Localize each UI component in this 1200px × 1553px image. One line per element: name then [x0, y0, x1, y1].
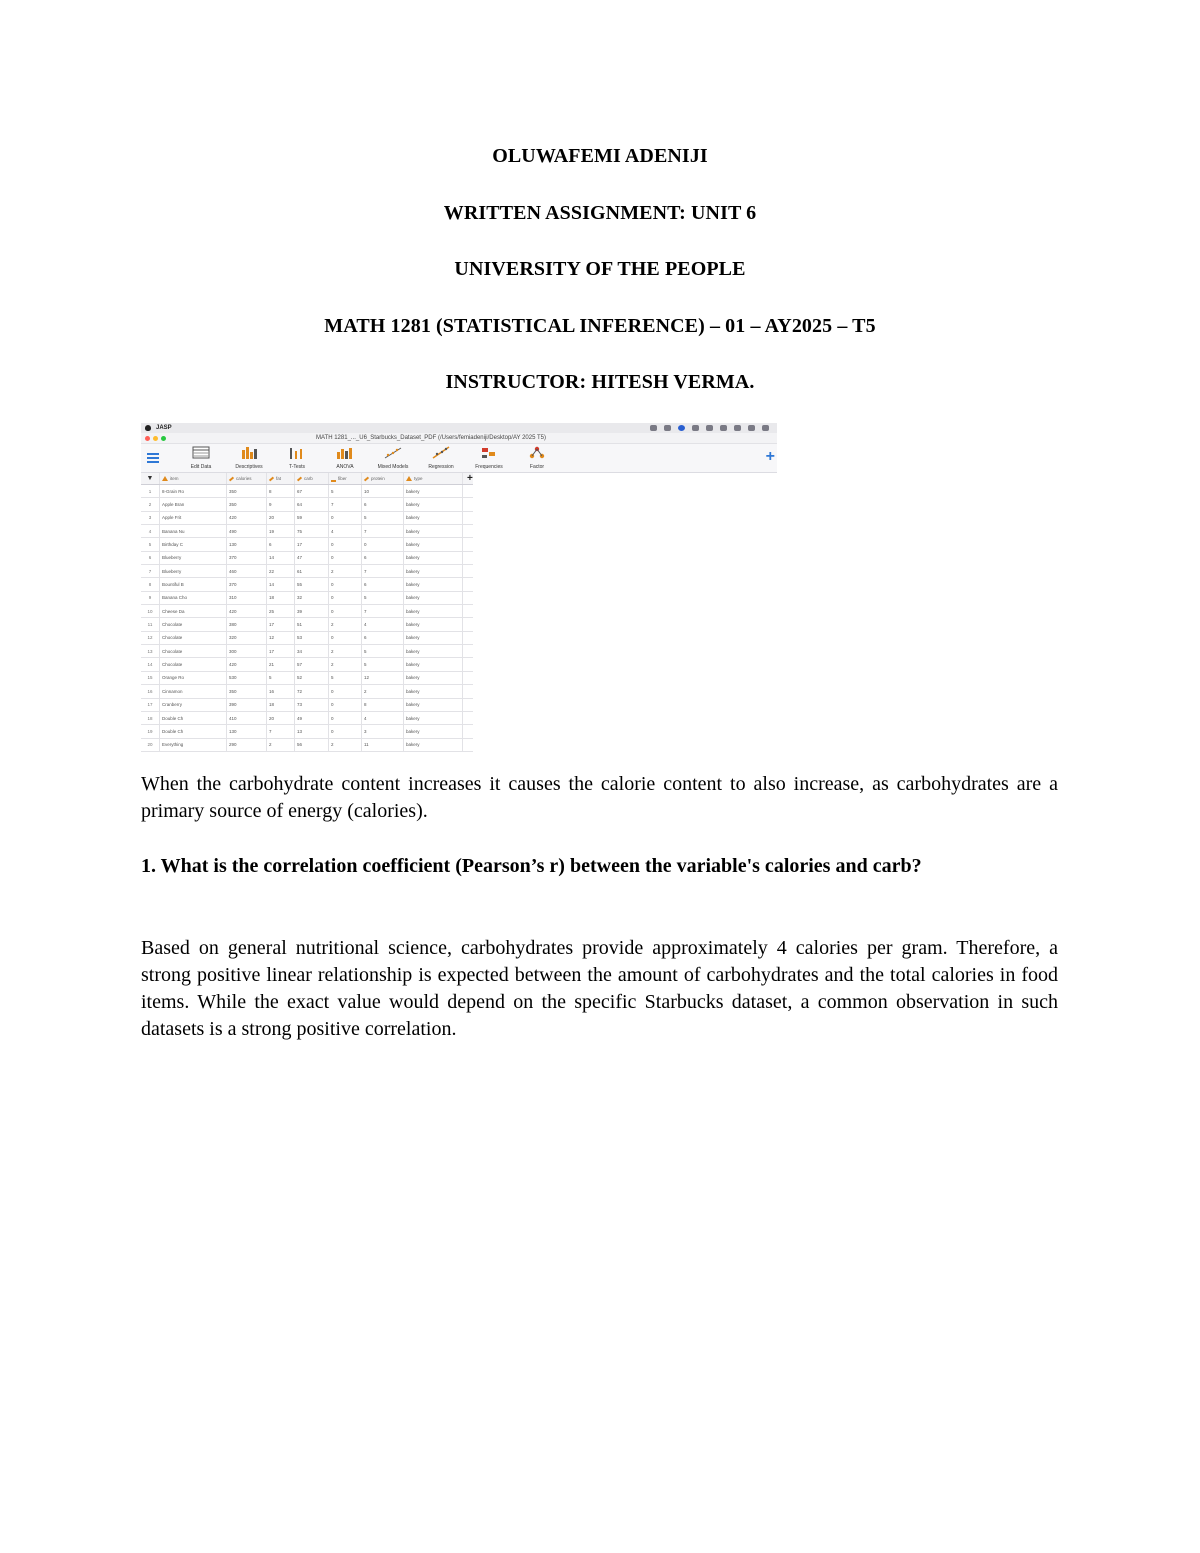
frequencies-icon	[480, 446, 498, 464]
toolbar-regression-button[interactable]	[417, 446, 465, 470]
table-cell[interactable]: 5	[362, 512, 404, 524]
table-cell[interactable]: bakery	[404, 485, 463, 497]
table-cell[interactable]: 47	[295, 552, 329, 564]
table-cell[interactable]: Cheese Da	[160, 605, 227, 617]
table-cell[interactable]: 57	[295, 658, 329, 670]
table-cell[interactable]: 5	[329, 485, 362, 497]
table-cell[interactable]: 20	[267, 712, 295, 724]
toolbar-factor-button[interactable]	[513, 446, 561, 470]
table-row	[141, 739, 473, 752]
table-cell[interactable]: 32	[295, 592, 329, 604]
table-cell[interactable]: 0	[329, 712, 362, 724]
table-row	[141, 525, 473, 538]
table-cell[interactable]: 0	[329, 725, 362, 737]
table-row	[141, 578, 473, 591]
table-row	[141, 592, 473, 605]
app-name: JASP	[156, 425, 172, 431]
table-cell[interactable]: bakery	[404, 672, 463, 684]
zoom-window-button[interactable]	[161, 436, 166, 441]
table-cell[interactable]: 380	[227, 618, 267, 630]
answer-paragraph: Based on general nutritional science, carbohydrates provide approximately 4 calories per gram. Therefore, a strong positive linear relationship is expected between the amount of carbohydrates and the total calories in food items. While the exact value would depend on the specific Starbucks dataset, a common observation in such datasets is a strong positive correlation.	[141, 937, 1058, 1040]
row-number: 13	[141, 645, 160, 657]
table-cell[interactable]: 64	[295, 498, 329, 510]
table-cell[interactable]: bakery	[404, 658, 463, 670]
row-number: 3	[141, 512, 160, 524]
table-cell[interactable]: 6	[362, 632, 404, 644]
table-cell[interactable]: 25	[267, 605, 295, 617]
ordinal-icon	[331, 475, 336, 482]
table-cell[interactable]: 420	[227, 605, 267, 617]
table-cell[interactable]: 67	[295, 485, 329, 497]
table-row	[141, 498, 473, 511]
table-cell[interactable]: bakery	[404, 739, 463, 751]
table-cell[interactable]: 460	[227, 565, 267, 577]
table-cell[interactable]: 2	[329, 645, 362, 657]
table-cell[interactable]: 8	[267, 485, 295, 497]
table-cell[interactable]: bakery	[404, 592, 463, 604]
jasp-screenshot	[141, 423, 777, 748]
table-cell[interactable]: 2	[362, 685, 404, 697]
table-cell[interactable]: 350	[227, 485, 267, 497]
table-cell[interactable]: 0	[329, 578, 362, 590]
table-cell[interactable]: 13	[295, 725, 329, 737]
assignment-title: WRITTEN ASSIGNMENT: UNIT 6	[443, 201, 757, 224]
table-cell[interactable]: 75	[295, 525, 329, 537]
table-cell[interactable]: 17	[295, 538, 329, 550]
column-header-type[interactable]	[404, 473, 463, 484]
column-header-label: calories	[236, 476, 252, 481]
author-name: OLUWAFEMI ADENIJI	[492, 145, 708, 167]
row-number: 20	[141, 739, 160, 751]
table-cell[interactable]: Blueberry	[160, 552, 227, 564]
table-row	[141, 605, 473, 618]
table-cell[interactable]: 390	[227, 699, 267, 711]
table-cell[interactable]: 12	[267, 632, 295, 644]
table-cell[interactable]: Apple Bran	[160, 498, 227, 510]
toolbar-edit-data-button[interactable]	[177, 446, 225, 470]
table-cell[interactable]: Apple Frit	[160, 512, 227, 524]
table-cell[interactable]: 8	[362, 699, 404, 711]
row-number: 9	[141, 592, 160, 604]
toolbar-label: T-Tests	[288, 464, 306, 470]
table-cell[interactable]: bakery	[404, 685, 463, 697]
intro-paragraph: When the carbohydrate content increases it causes the calorie content to also increase, as carbohydrates are a primary source of energy (calories).	[141, 773, 1058, 822]
row-number: 17	[141, 699, 160, 711]
table-cell[interactable]: bakery	[404, 498, 463, 510]
toolbar-mixed-models-button[interactable]	[369, 446, 417, 470]
table-cell[interactable]: 290	[227, 739, 267, 751]
anova-icon	[336, 446, 354, 464]
row-number: 18	[141, 712, 160, 724]
table-cell[interactable]: 5	[362, 658, 404, 670]
table-cell[interactable]: bakery	[404, 552, 463, 564]
table-cell[interactable]: 22	[267, 565, 295, 577]
table-row	[141, 538, 473, 551]
table-cell[interactable]: 0	[329, 632, 362, 644]
status-icon	[692, 425, 699, 431]
table-cell[interactable]: bakery	[404, 712, 463, 724]
table-cell[interactable]: 130	[227, 538, 267, 550]
table-cell[interactable]: 2	[329, 565, 362, 577]
table-cell[interactable]: 490	[227, 525, 267, 537]
table-cell[interactable]: 370	[227, 578, 267, 590]
university-name: UNIVERSITY OF THE PEOPLE	[454, 258, 746, 280]
table-cell[interactable]: bakery	[404, 632, 463, 644]
table-cell[interactable]: 19	[267, 525, 295, 537]
row-number: 8	[141, 578, 160, 590]
window-title: MATH 1281_..._U6_Starbucks_Dataset_PDF (/Users/femiadeniji/Desktop/AY 2025 T5)	[316, 435, 546, 441]
toolbar-label: Mixed Models	[377, 464, 409, 470]
toolbar-label: Edit Data	[190, 464, 212, 470]
close-window-button[interactable]	[145, 436, 150, 441]
table-cell[interactable]: 420	[227, 512, 267, 524]
column-header-label: fiber	[338, 476, 347, 481]
table-cell[interactable]: 350	[227, 685, 267, 697]
table-cell[interactable]: 0	[329, 685, 362, 697]
table-cell[interactable]: bakery	[404, 605, 463, 617]
toolbar-label: Regression	[428, 464, 454, 470]
table-cell[interactable]: Double Ch	[160, 712, 227, 724]
table-cell[interactable]: 14	[267, 552, 295, 564]
table-cell[interactable]: 53	[295, 632, 329, 644]
row-number: 12	[141, 632, 160, 644]
bar-chart-icon	[240, 446, 258, 464]
table-cell[interactable]: bakery	[404, 618, 463, 630]
toolbar-descriptives-button[interactable]	[225, 446, 273, 470]
table-cell[interactable]: 61	[295, 565, 329, 577]
table-row	[141, 672, 473, 685]
status-icon	[762, 425, 769, 431]
factor-icon	[528, 446, 546, 464]
grid-header-row	[141, 473, 473, 485]
add-module-button[interactable]: +	[765, 448, 775, 465]
column-header-protein[interactable]	[362, 473, 404, 484]
table-cell[interactable]: Chocolate	[160, 658, 227, 670]
table-cell[interactable]: 34	[295, 645, 329, 657]
table-cell[interactable]: Cinnamon	[160, 685, 227, 697]
table-cell[interactable]: 530	[227, 672, 267, 684]
table-cell[interactable]: 3	[362, 725, 404, 737]
window-titlebar	[141, 433, 777, 444]
column-header-fat[interactable]	[267, 473, 295, 484]
table-cell[interactable]: 2	[267, 739, 295, 751]
table-row	[141, 485, 473, 498]
row-number: 11	[141, 618, 160, 630]
table-cell[interactable]: 56	[295, 739, 329, 751]
table-cell[interactable]: 410	[227, 712, 267, 724]
hamburger-menu-icon[interactable]	[147, 453, 159, 463]
table-cell[interactable]: Cranberry	[160, 699, 227, 711]
toolbar-frequencies-button[interactable]	[465, 446, 513, 470]
table-cell[interactable]: 20	[267, 512, 295, 524]
table-cell[interactable]: 59	[295, 512, 329, 524]
table-cell[interactable]: 6	[362, 552, 404, 564]
table-row	[141, 552, 473, 565]
table-cell[interactable]: bakery	[404, 512, 463, 524]
table-row	[141, 725, 473, 738]
table-cell[interactable]: 7	[362, 565, 404, 577]
table-row	[141, 699, 473, 712]
table-cell[interactable]: 0	[329, 592, 362, 604]
table-cell[interactable]: 7	[329, 498, 362, 510]
table-cell[interactable]: 52	[295, 672, 329, 684]
column-header-fiber[interactable]	[329, 473, 362, 484]
table-cell[interactable]: 9	[267, 498, 295, 510]
table-cell[interactable]: 12	[362, 672, 404, 684]
row-number: 14	[141, 658, 160, 670]
column-header-carb[interactable]	[295, 473, 329, 484]
table-cell[interactable]: bakery	[404, 725, 463, 737]
table-row	[141, 658, 473, 671]
status-icon	[734, 425, 741, 431]
table-cell[interactable]: bakery	[404, 525, 463, 537]
status-icon	[706, 425, 713, 431]
table-cell[interactable]: 130	[227, 725, 267, 737]
regression-icon	[432, 446, 450, 464]
row-number: 16	[141, 685, 160, 697]
mixed-models-icon	[384, 446, 402, 464]
table-cell[interactable]: Banana Nu	[160, 525, 227, 537]
table-cell[interactable]: 420	[227, 658, 267, 670]
table-cell[interactable]: Banana Cho	[160, 592, 227, 604]
table-cell[interactable]: Double Ch	[160, 725, 227, 737]
add-column-button[interactable]: +	[467, 473, 473, 484]
t-test-icon	[288, 446, 306, 464]
table-cell[interactable]: Birthday C	[160, 538, 227, 550]
table-cell[interactable]: 2	[329, 618, 362, 630]
instructor-name: INSTRUCTOR: HITESH VERMA.	[445, 371, 755, 393]
table-cell[interactable]: bakery	[404, 578, 463, 590]
table-cell[interactable]: 21	[267, 658, 295, 670]
table-cell[interactable]: 5	[362, 645, 404, 657]
table-cell[interactable]: 2	[329, 658, 362, 670]
table-cell[interactable]: 350	[227, 498, 267, 510]
course-name: MATH 1281 (STATISTICAL INFERENCE) – 01 – AY2025 – T5	[324, 314, 876, 337]
filter-icon[interactable]: ▼	[146, 475, 154, 482]
mac-menubar	[141, 423, 777, 433]
table-icon	[192, 446, 210, 464]
status-icon	[650, 425, 657, 431]
table-cell[interactable]: 320	[227, 632, 267, 644]
row-number: 4	[141, 525, 160, 537]
table-cell[interactable]: 11	[362, 739, 404, 751]
table-cell[interactable]: 300	[227, 645, 267, 657]
column-header-item[interactable]	[160, 473, 227, 484]
table-row	[141, 512, 473, 525]
table-cell[interactable]: 7	[267, 725, 295, 737]
column-header-calories[interactable]	[227, 473, 267, 484]
table-cell[interactable]: 4	[362, 712, 404, 724]
table-cell[interactable]: 73	[295, 699, 329, 711]
row-number: 5	[141, 538, 160, 550]
table-cell[interactable]: Chocolate	[160, 645, 227, 657]
table-cell[interactable]: bakery	[404, 565, 463, 577]
table-cell[interactable]: Orange Ro	[160, 672, 227, 684]
table-cell[interactable]: 0	[329, 552, 362, 564]
table-cell[interactable]: Bountiful B	[160, 578, 227, 590]
jasp-toolbar	[141, 444, 777, 473]
column-header-label: item	[170, 476, 179, 481]
table-cell[interactable]: 51	[295, 618, 329, 630]
data-grid	[141, 473, 473, 752]
toolbar-label: Descriptives	[235, 464, 263, 470]
row-number: 15	[141, 672, 160, 684]
table-cell[interactable]: 6	[362, 498, 404, 510]
table-cell[interactable]: 55	[295, 578, 329, 590]
toolbar-anova-button[interactable]	[321, 446, 369, 470]
toolbar-label: ANOVA	[336, 464, 354, 470]
column-header-label: carb	[304, 476, 313, 481]
table-row	[141, 618, 473, 631]
scale-icon	[269, 476, 274, 481]
table-cell[interactable]: 18	[267, 699, 295, 711]
scale-icon	[364, 476, 369, 481]
table-cell[interactable]: bakery	[404, 538, 463, 550]
row-number: 6	[141, 552, 160, 564]
table-cell[interactable]: 18	[267, 592, 295, 604]
minimize-window-button[interactable]	[153, 436, 158, 441]
table-cell[interactable]: 5	[329, 672, 362, 684]
status-icon	[678, 425, 685, 431]
table-cell[interactable]: 10	[362, 485, 404, 497]
row-number: 2	[141, 498, 160, 510]
table-cell[interactable]: 2	[329, 739, 362, 751]
table-cell[interactable]: 14	[267, 578, 295, 590]
column-header-label: protein	[371, 476, 385, 481]
table-cell[interactable]: bakery	[404, 699, 463, 711]
table-cell[interactable]: 0	[329, 512, 362, 524]
table-cell[interactable]: Everything	[160, 739, 227, 751]
apple-icon	[145, 425, 151, 431]
toolbar-label: Factor	[529, 464, 545, 470]
toolbar-t-tests-button[interactable]	[273, 446, 321, 470]
nominal-text-icon	[406, 476, 412, 481]
table-cell[interactable]: 4	[329, 525, 362, 537]
table-cell[interactable]: 310	[227, 592, 267, 604]
table-cell[interactable]: 39	[295, 605, 329, 617]
scale-icon	[229, 476, 234, 481]
status-icon	[720, 425, 727, 431]
table-cell[interactable]: 5	[267, 672, 295, 684]
column-header-label: type	[414, 476, 423, 481]
table-cell[interactable]: 0	[329, 699, 362, 711]
table-cell[interactable]: 0	[329, 538, 362, 550]
table-row	[141, 645, 473, 658]
status-icon	[748, 425, 755, 431]
table-row	[141, 565, 473, 578]
table-cell[interactable]: 16	[267, 685, 295, 697]
row-number: 1	[141, 485, 160, 497]
row-number: 19	[141, 725, 160, 737]
filter-cell[interactable]	[141, 473, 160, 484]
title-block	[0, 140, 1200, 423]
table-cell[interactable]: 4	[362, 618, 404, 630]
table-cell[interactable]: Chocolate	[160, 632, 227, 644]
row-number: 10	[141, 605, 160, 617]
table-cell[interactable]: 6	[267, 538, 295, 550]
table-cell[interactable]: 6	[362, 578, 404, 590]
row-number: 7	[141, 565, 160, 577]
column-header-label: fat	[276, 476, 282, 481]
table-cell[interactable]: 8-Grain Ro	[160, 485, 227, 497]
scale-icon	[297, 476, 302, 481]
table-cell[interactable]: 17	[267, 618, 295, 630]
table-row	[141, 712, 473, 725]
question-heading: 1. What is the correlation coefficient (Pearson’s r) between the variable's calories and carb?	[141, 855, 922, 877]
table-cell[interactable]: Blueberry	[160, 565, 227, 577]
toolbar-label: Frequencies	[475, 464, 503, 470]
table-cell[interactable]: 7	[362, 605, 404, 617]
table-cell[interactable]: 370	[227, 552, 267, 564]
status-icon	[664, 425, 671, 431]
status-icons	[650, 425, 777, 431]
nominal-text-icon	[162, 476, 168, 481]
table-cell[interactable]: 17	[267, 645, 295, 657]
table-row	[141, 685, 473, 698]
table-cell[interactable]: 0	[362, 538, 404, 550]
table-cell[interactable]: 7	[362, 525, 404, 537]
table-cell[interactable]: 0	[329, 605, 362, 617]
table-cell[interactable]: 72	[295, 685, 329, 697]
table-row	[141, 632, 473, 645]
table-cell[interactable]: 49	[295, 712, 329, 724]
table-cell[interactable]: Chocolate	[160, 618, 227, 630]
table-cell[interactable]: bakery	[404, 645, 463, 657]
table-cell[interactable]: 5	[362, 592, 404, 604]
